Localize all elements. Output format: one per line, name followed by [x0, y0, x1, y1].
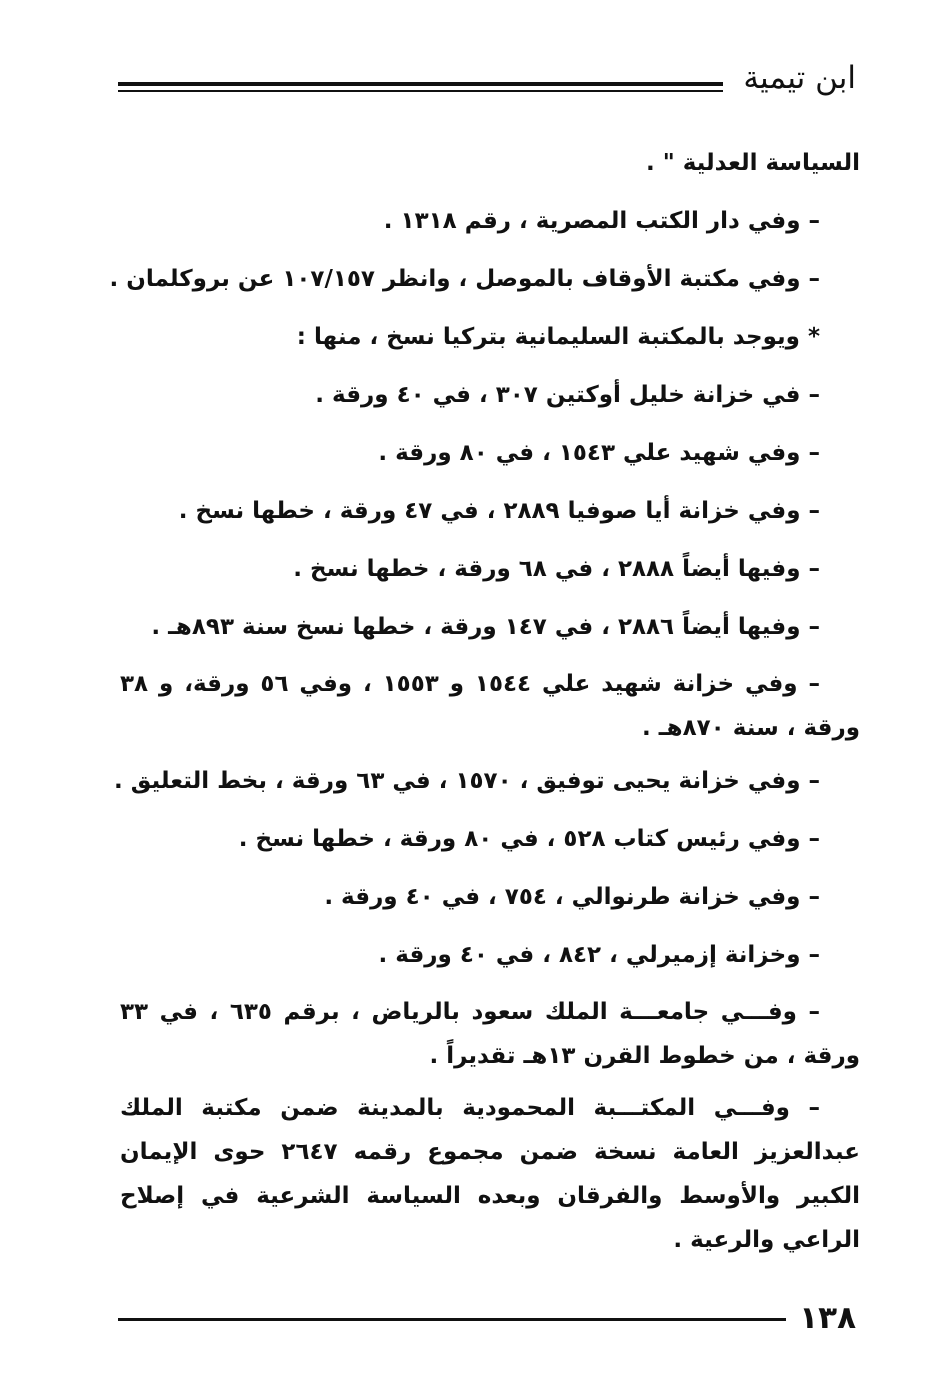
- text-line: – وفي خزانة يحيى توفيق ، ١٥٧٠ ، في ٦٣ ورقة ، بخط التعليق .: [113, 768, 820, 794]
- text-line: – وفي مكتبة الأوقاف بالموصل ، وانظر ١٠٧/١٥٧ عن بروكلمان .: [109, 266, 820, 292]
- text-line: السياسة العدلية " .: [645, 150, 860, 176]
- text-line: – وفي خزانة أيا صوفيا ٢٨٨٩ ، في ٤٧ ورقة ، خطها نسخ .: [178, 498, 820, 524]
- running-title: ابن تيمية: [743, 60, 856, 96]
- text-line: * ويوجد بالمكتبة السليمانية بتركيا نسخ ، منها :: [296, 324, 820, 350]
- page-header: [118, 56, 860, 108]
- page-footer: [118, 1298, 860, 1342]
- text-line: – وفيها أيضاً ٢٨٨٦ ، في ١٤٧ ورقة ، خطها نسخ سنة ٨٩٣هـ .: [151, 614, 820, 640]
- footer-rule: [118, 1318, 786, 1321]
- page-body: [109, 140, 860, 1270]
- text-line: – وفي دار الكتب المصرية ، رقم ١٣١٨ .: [383, 208, 820, 234]
- text-paragraph: – وفـــي المكتـــبة المحمودية بالمدينة ضمن مكتبة الملك عبدالعزيز العامة نسخة ضمن مجموع رقمه ٢٦٤٧ حوى الإيمان الكبير والأوسط والفرقان وبعده السياسة الشرعية في إصلاح الراعي والرعية .: [120, 1095, 860, 1253]
- page-number: ١٣٨: [799, 1300, 856, 1336]
- text-line: – وفي شهيد علي ١٥٤٣ ، في ٨٠ ورقة .: [378, 440, 820, 466]
- text-line: – وفي خزانة طرنوالي ، ٧٥٤ ، في ٤٠ ورقة .: [324, 884, 820, 910]
- text-paragraph: – وفي خزانة شهيد علي ١٥٤٤ و ١٥٥٣ ، وفي ٥٦ ورقة، و ٣٨ ورقة ، سنة ٨٧٠هـ .: [120, 671, 860, 741]
- text-line: – وفيها أيضاً ٢٨٨٨ ، في ٦٨ ورقة ، خطها نسخ .: [293, 556, 820, 582]
- text-line: – في خزانة خليل أوكتين ٣٠٧ ، في ٤٠ ورقة .: [315, 382, 820, 408]
- header-rule-thin: [118, 90, 723, 92]
- header-rule-thick: [118, 82, 723, 86]
- text-line: – وفي رئيس كتاب ٥٢٨ ، في ٨٠ ورقة ، خطها نسخ .: [238, 826, 820, 852]
- text-line: – وخزانة إزميرلي ، ٨٤٢ ، في ٤٠ ورقة .: [378, 942, 820, 968]
- text-paragraph: – وفـــي جامعـــة الملك سعود بالرياض ، برقم ٦٣٥ ، في ٣٣ ورقة ، من خطوط القرن ١٣هـ تقديراً .: [120, 999, 860, 1069]
